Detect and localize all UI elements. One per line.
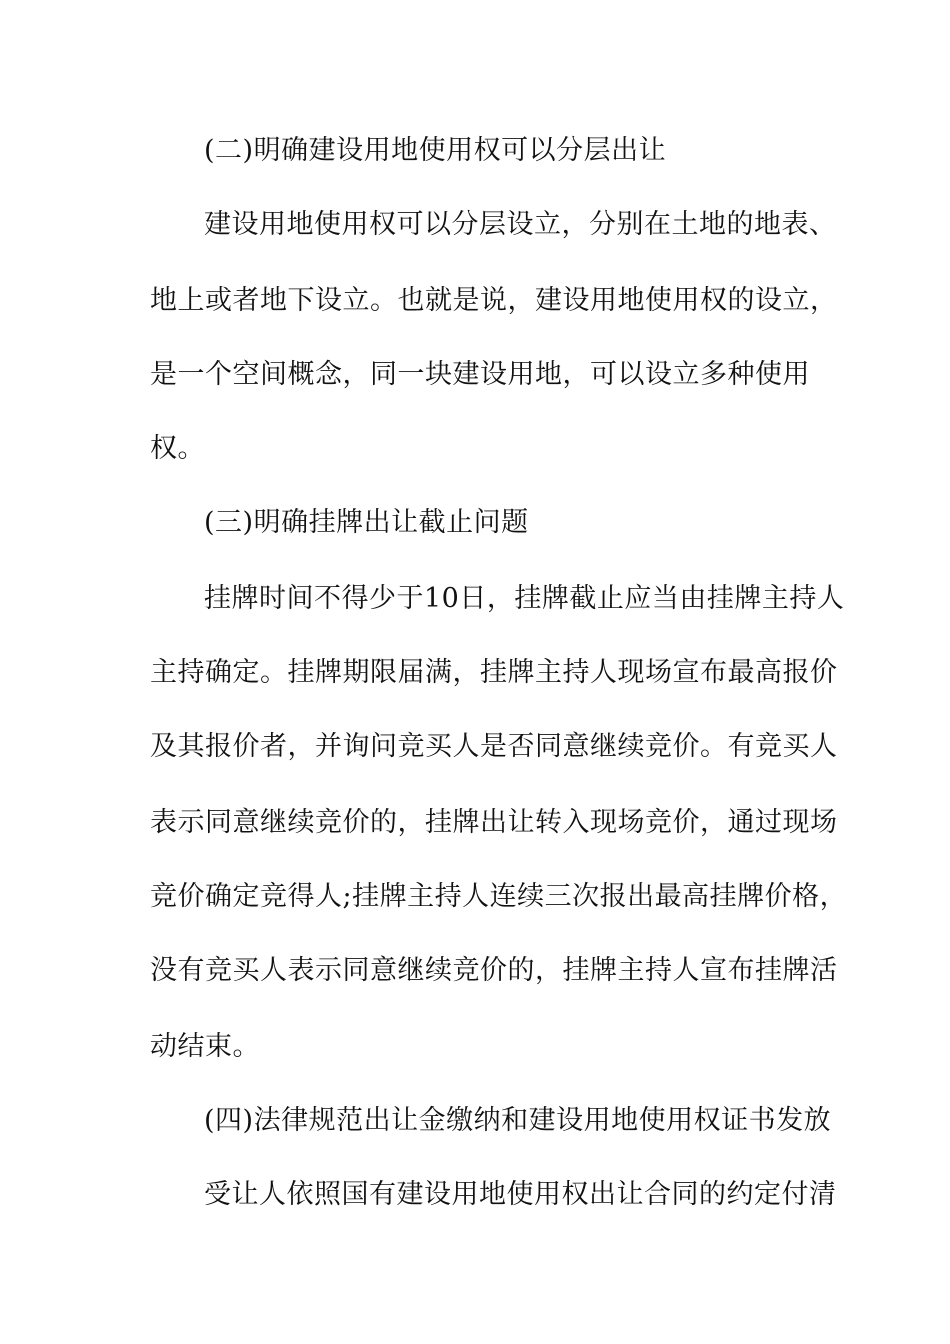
paragraph-line: 主持确定。挂牌期限届满，挂牌主持人现场宣布最高报价: [150, 657, 838, 688]
section-heading-3: (三)明确挂牌出让截止问题: [204, 507, 529, 538]
paragraph-line: 地上或者地下设立。也就是说，建设用地使用权的设立，: [150, 285, 838, 316]
section-heading-2: (二)明确建设用地使用权可以分层出让: [204, 135, 667, 166]
paragraph-line: 受让人依照国有建设用地使用权出让合同的约定付清: [204, 1179, 837, 1210]
paragraph-line: 权。: [150, 433, 205, 464]
paragraph-line: 表示同意继续竞价的，挂牌出让转入现场竞价，通过现场: [150, 807, 838, 838]
paragraph-line: 是一个空间概念，同一块建设用地，可以设立多种使用: [150, 359, 810, 390]
paragraph-line: 挂牌时间不得少于10日，挂牌截止应当由挂牌主持人: [204, 583, 845, 614]
paragraph-line: 及其报价者，并询问竞买人是否同意继续竞价。有竞买人: [150, 731, 838, 762]
paragraph-line: 没有竞买人表示同意继续竞价的，挂牌主持人宣布挂牌活: [150, 955, 838, 986]
paragraph-line: 竞价确定竞得人;挂牌主持人连续三次报出最高挂牌价格，: [150, 881, 848, 912]
paragraph-line: 建设用地使用权可以分层设立，分别在土地的地表、: [204, 209, 837, 240]
paragraph-line: 动结束。: [150, 1031, 260, 1062]
section-heading-4: (四)法律规范出让金缴纳和建设用地使用权证书发放: [204, 1105, 832, 1136]
